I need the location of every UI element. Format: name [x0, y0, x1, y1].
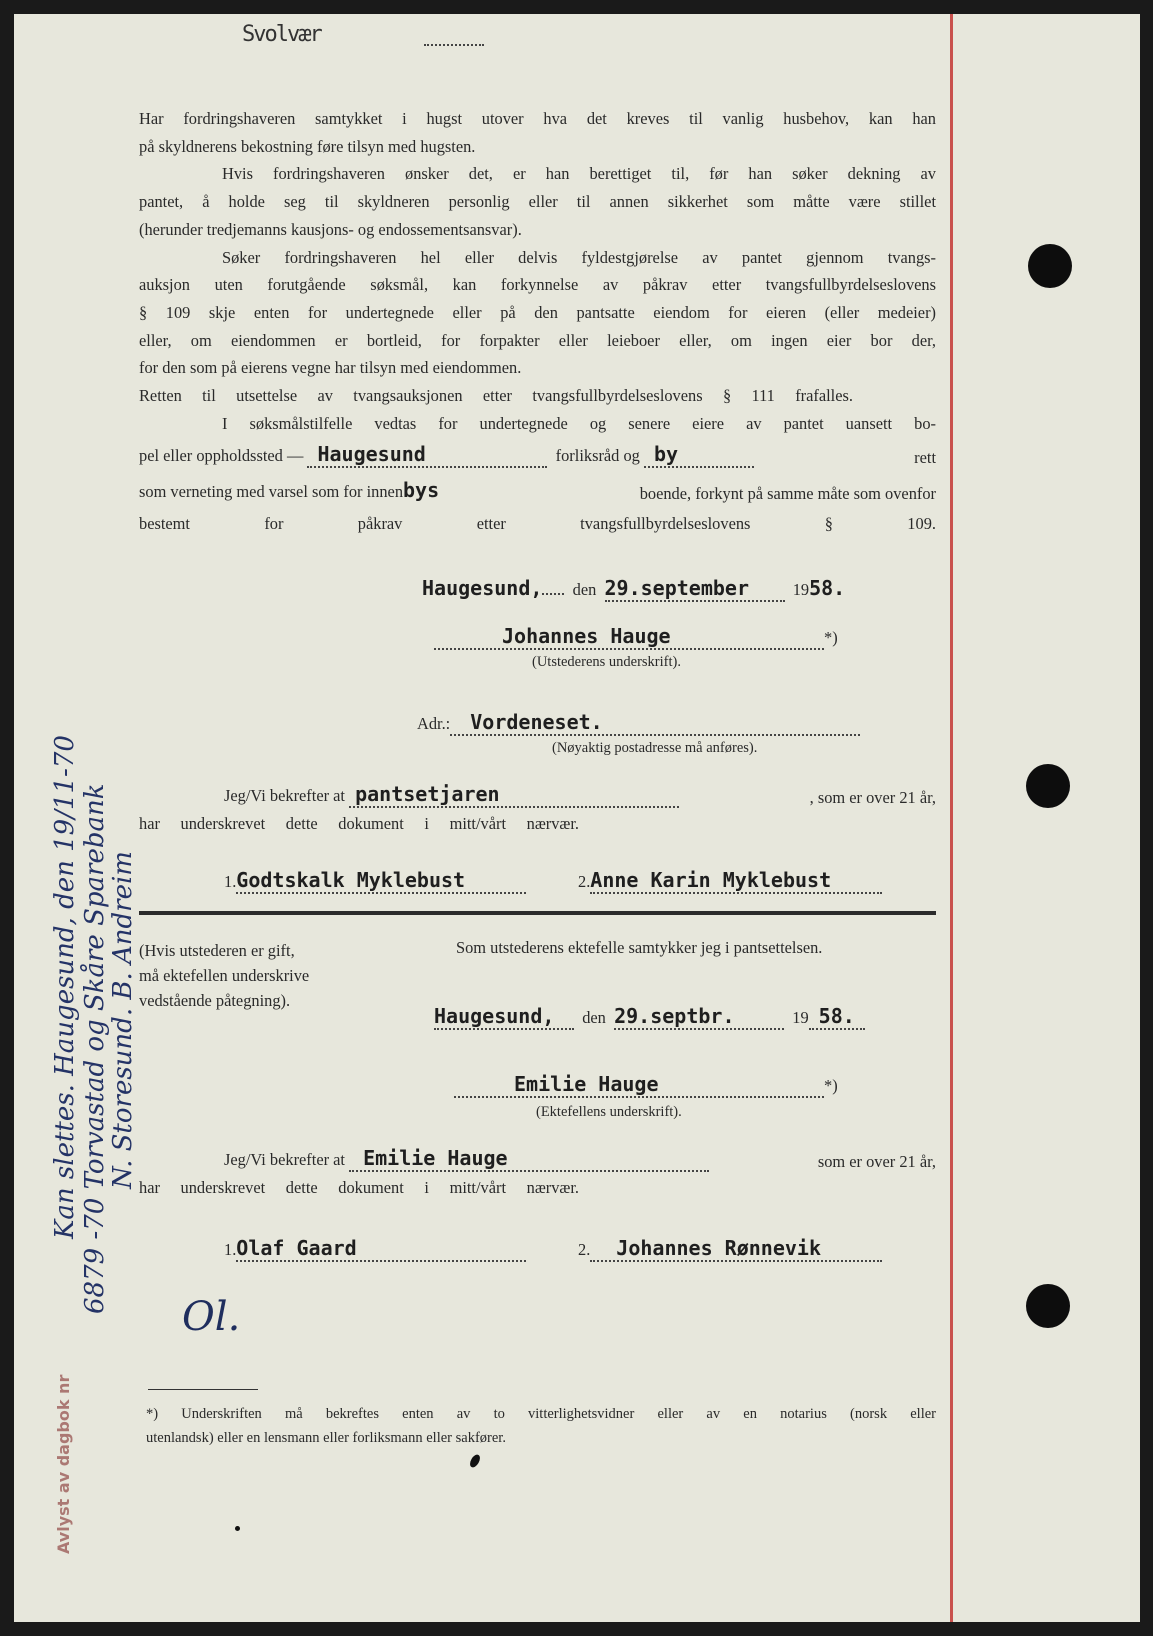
witness1-signatures-2: 2.Anne Karin Myklebust: [578, 868, 882, 894]
paragraph-line: Søker fordringshaveren hel eller delvis fyldestgjørelse av pantet gjennom tvangs-: [222, 248, 936, 267]
spouse-place: Haugesund,: [434, 1004, 555, 1028]
spouse-consent: Som utstederens ektefelle samtykker jeg i pantsettelsen.: [456, 938, 823, 957]
margin-note-2: 6879 -70 Torvastad og Skåre Sparebank: [80, 783, 110, 1314]
footnote-line-2: utenlandsk) eller en lensmann eller forliksmann eller sakfører.: [146, 1430, 506, 1446]
witness2-who: Emilie Hauge: [363, 1146, 508, 1170]
issuer-date-line: Haugesund, den 29.september 1958.: [422, 576, 846, 600]
witness2-signatures: 1.Olaf Gaard: [224, 1236, 526, 1262]
spouse-year: 58.: [818, 1004, 855, 1028]
witness2-name1: Olaf Gaard: [236, 1236, 357, 1260]
document-page: [14, 14, 1140, 1622]
red-margin-line: [950, 14, 953, 1622]
issuer-place: Haugesund,: [422, 576, 543, 600]
spouse-name: Emilie Hauge: [514, 1072, 659, 1096]
witness2-signatures-2: 2. Johannes Rønnevik: [578, 1236, 882, 1262]
venue-line-1: pel eller oppholdssted — Haugesund forliksråd og by rett: [139, 442, 936, 467]
ink-dot-2: [235, 1526, 240, 1531]
paragraph-line: på skyldnerens bekostning føre tilsyn med hugsten.: [139, 137, 476, 156]
issuer-address-caption: (Nøyaktig postadresse må anføres).: [552, 740, 758, 756]
venue-fill: bys: [403, 478, 440, 502]
paragraph-line: eller, om eiendommen er bortleid, for forpakter eller leieboer eller, om ingen eier bor der,: [139, 331, 936, 350]
witness1-who: pantsetjaren: [355, 782, 500, 806]
witness2-line: Jeg/Vi bekrefter at Emilie Hauge som er over 21 år,: [224, 1146, 936, 1171]
venue-court: by: [653, 442, 679, 466]
punch-hole-3: [1026, 1284, 1070, 1328]
section-divider: [139, 911, 936, 915]
margin-note-3: N. Storesund. B. Andreim: [108, 851, 138, 1189]
punch-hole-1: [1028, 244, 1072, 288]
margin-note-1: Kan slettes. Haugesund, den 19/11-70: [50, 735, 80, 1239]
issuer-signature-line: Johannes Hauge *): [434, 624, 838, 650]
header-scribble: Svolvær: [242, 22, 321, 47]
header-dash: [424, 44, 484, 46]
paragraph-line: Hvis fordringshaveren ønsker det, er han berettiget til, før han søker dekning av: [222, 164, 936, 183]
witness1-line2: har underskrevet dette dokument i mitt/vårt nærvær.: [139, 814, 579, 833]
issuer-address: Vordeneset.: [470, 710, 603, 734]
paragraph-line: (herunder tredjemanns kausjons- og endossementsansvar).: [139, 220, 522, 239]
footnote-line-1: *) Underskriften må bekreftes enten av to vitterlighetsvidner eller av en notarius (norsk eller: [146, 1406, 936, 1422]
spouse-caption: (Ektefellens underskrift).: [536, 1104, 682, 1120]
witness2-name2: Johannes Rønnevik: [616, 1236, 821, 1260]
witness1-name2: Anne Karin Myklebust: [590, 868, 832, 892]
paragraph-line: Har fordringshaveren samtykket i hugst utover hva det kreves til vanlig husbehov, kan han: [139, 109, 936, 128]
issuer-address-line: Adr.: Vordeneset.: [417, 710, 860, 736]
spouse-signature-line: Emilie Hauge *): [454, 1072, 838, 1098]
issuer-date: 29.september: [604, 576, 749, 600]
issuer-year: 58.: [809, 576, 846, 600]
witness2-line2: har underskrevet dette dokument i mitt/vårt nærvær.: [139, 1178, 579, 1197]
ink-dot: [468, 1453, 482, 1469]
paragraph-line: pantet, å holde seg til skyldneren personlig eller til annen sikkerhet som måtte være stillet: [139, 192, 936, 211]
footnote-rule: [148, 1389, 258, 1390]
witness1-signatures: 1.Godtskalk Myklebust: [224, 868, 526, 894]
issuer-name: Johannes Hauge: [502, 624, 671, 648]
venue-line-2: som verneting med varsel som for innenbys boende, forkynt på samme måte som ovenfor: [139, 478, 936, 503]
spouse-note: (Hvis utstederen er gift, må ektefellen underskrive vedstående påtegning).: [139, 941, 310, 1010]
paragraph-line: Retten til utsettelse av tvangsauksjonen etter tvangsfullbyrdelseslovens § 111 frafalles.: [139, 386, 853, 405]
punch-hole-2: [1026, 764, 1070, 808]
venue-line-3: bestemt for påkrav etter tvangsfullbyrdelseslovens § 109.: [139, 514, 936, 533]
witness1-name1: Godtskalk Myklebust: [236, 868, 466, 892]
paragraph-line: auksjon uten forutgående søksmål, kan forkynnelse av påkrav etter tvangsfullbyrdelseslovens: [139, 275, 936, 294]
witness1-line: Jeg/Vi bekrefter at pantsetjaren , som er over 21 år,: [224, 782, 936, 807]
paragraph-line: I søksmålstilfelle vedtas for undertegnede og senere eiere av pantet uansett bo-: [222, 414, 936, 433]
paragraph-line: for den som på eierens vegne har tilsyn med eiendommen.: [139, 358, 522, 377]
initials-signature: Ol.: [182, 1294, 241, 1340]
paragraph-line: § 109 skje enten for undertegnede eller på den pantsatte eiendom for eieren (eller medeier): [139, 303, 936, 322]
spouse-date: 29.septbr.: [614, 1004, 735, 1028]
venue-place: Haugesund: [317, 442, 426, 466]
spouse-date-line: Haugesund, den 29.septbr. 19 58.: [434, 1004, 865, 1030]
issuer-caption: (Utstederens underskrift).: [532, 654, 681, 670]
faded-stamp: Avlyst av dagbok nr: [54, 1374, 73, 1554]
